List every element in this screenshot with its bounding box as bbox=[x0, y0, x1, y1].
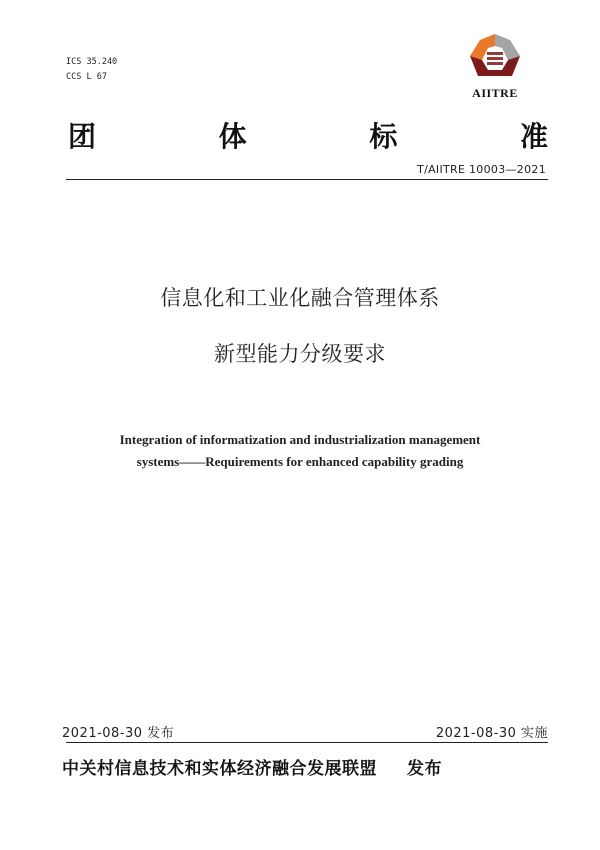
type-char: 体 bbox=[218, 120, 247, 153]
title-en-line2: systems——Requirements for enhanced capability grading bbox=[136, 454, 464, 469]
title-cn-line1: 信息化和工业化融合管理体系 bbox=[160, 286, 440, 310]
document-type-title bbox=[68, 115, 548, 155]
logo-text: AIITRE bbox=[472, 86, 518, 100]
top-divider bbox=[66, 179, 548, 180]
type-char: 准 bbox=[519, 120, 548, 153]
classification-codes bbox=[66, 55, 117, 85]
publisher-line bbox=[62, 754, 442, 779]
bottom-divider bbox=[66, 742, 548, 743]
standard-number: T/AIITRE 10003—2021 bbox=[417, 163, 546, 176]
publisher-name: 中关村信息技术和实体经济融合发展联盟 bbox=[62, 759, 377, 779]
title-en-line1: Integration of informatization and industrialization management bbox=[119, 432, 481, 447]
logo-mark-icon bbox=[466, 30, 524, 86]
title-cn-line2: 新型能力分级要求 bbox=[214, 342, 386, 366]
implement-date: 2021-08-30 实施 bbox=[435, 726, 548, 741]
aiitre-logo bbox=[462, 30, 528, 102]
type-char: 团 bbox=[68, 120, 97, 153]
type-char: 标 bbox=[369, 120, 398, 153]
publish-action: 发布 bbox=[407, 759, 442, 779]
issue-date: 2021-08-30 发布 bbox=[62, 726, 175, 741]
ccs-code: CCS L 67 bbox=[66, 72, 107, 82]
ics-code: ICS 35.240 bbox=[66, 57, 118, 67]
